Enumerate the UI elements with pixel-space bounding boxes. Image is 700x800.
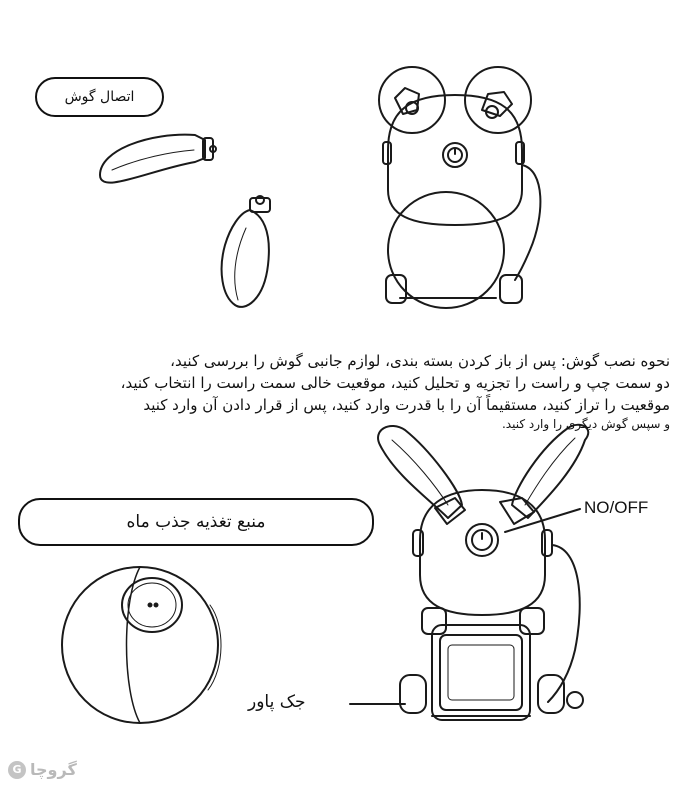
brand-watermark [8, 760, 77, 779]
instruction-line: نحوه نصب گوش: پس از باز کردن بسته بندی، لوازم جانبی گوش را بررسی کنید، [170, 352, 670, 370]
ear-connection-label [35, 77, 164, 117]
ear-piece-horizontal [100, 135, 216, 183]
moon-power-ball [62, 567, 221, 723]
ear-install-instructions [40, 350, 670, 432]
on-off-callout: NO/OFF [584, 498, 649, 517]
on-off-leader-line [505, 509, 580, 532]
instruction-line: و سپس گوش دیگری را وارد کنید. [501, 417, 670, 431]
moon-power-label [18, 498, 374, 546]
robot-top-view [379, 67, 540, 308]
ear-piece-vertical [222, 196, 270, 307]
robot-assembled [378, 425, 588, 720]
brand-logo-icon: G [8, 761, 26, 779]
ear-connection-text: اتصال گوش [64, 89, 135, 105]
brand-name: گروچا [30, 760, 77, 779]
instruction-line: دو سمت چپ و راست را تجزیه و تحلیل کنید، موقعیت خالی سمت راست را انتخاب کنید، [120, 374, 670, 392]
instruction-line: موقعیت را تراز کنید، مستقیماً آن را با قدرت وارد کنید، پس از قرار دادن آن وارد کنید [143, 396, 670, 414]
power-jack-callout: جک پاور [248, 692, 306, 712]
moon-power-text: منبع تغذیه جذب ماه [126, 512, 266, 532]
